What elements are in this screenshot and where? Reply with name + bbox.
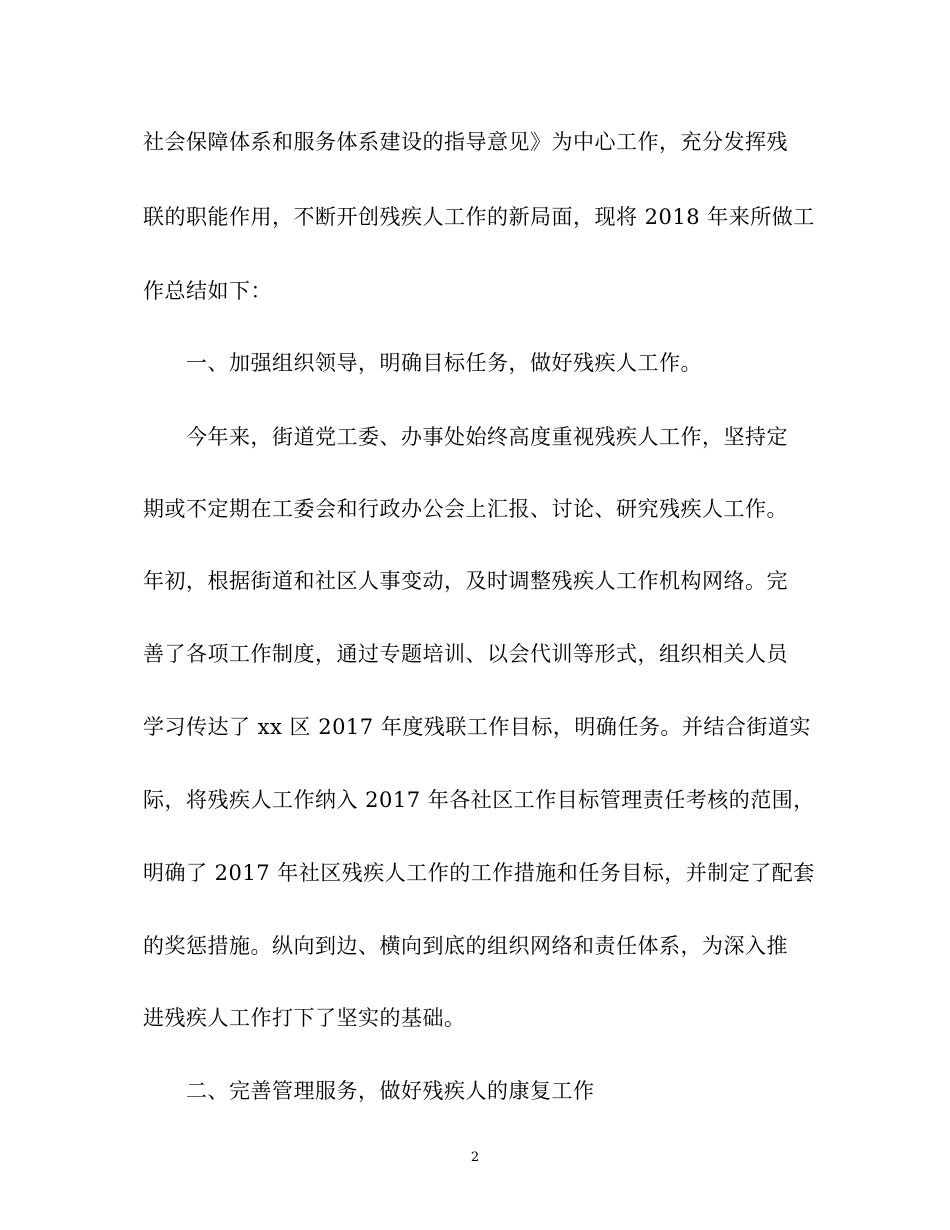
text-line: 期或不定期在工委会和行政办公会上汇报、讨论、研究残疾人工作。 xyxy=(143,497,788,521)
text-line: 的奖惩措施。纵向到边、横向到底的组织网络和责任体系，为深入推 xyxy=(143,934,788,958)
text-line: 作总结如下： xyxy=(143,279,272,303)
text-line: 今年来，街道党工委、办事处始终高度重视残疾人工作，坚持定 xyxy=(186,425,788,449)
section-heading: 二、完善管理服务，做好残疾人的康复工作 xyxy=(186,1079,595,1103)
text-line: 社会保障体系和服务体系建设的指导意见》为中心工作，充分发挥残 xyxy=(143,130,788,154)
text-line: 年初，根据街道和社区人事变动，及时调整残疾人工作机构网络。完 xyxy=(143,569,788,593)
text-line: 明确了 2017 年社区残疾人工作的工作措施和任务目标，并制定了配套 xyxy=(143,861,815,885)
text-line: 际，将残疾人工作纳入 2017 年各社区工作目标管理责任考核的范围， xyxy=(143,788,815,812)
section-heading: 一、加强组织领导，明确目标任务，做好残疾人工作。 xyxy=(186,351,702,375)
text-line: 联的职能作用，不断开创残疾人工作的新局面，现将 2018 年来所做工 xyxy=(143,205,815,229)
text-line: 进残疾人工作打下了坚实的基础。 xyxy=(143,1006,466,1030)
page-number: 2 xyxy=(470,1150,480,1165)
text-line: 学习传达了 xx 区 2017 年度残联工作目标，明确任务。并结合街道实 xyxy=(143,715,811,739)
text-line: 善了各项工作制度，通过专题培训、以会代训等形式，组织相关人员 xyxy=(143,642,788,666)
